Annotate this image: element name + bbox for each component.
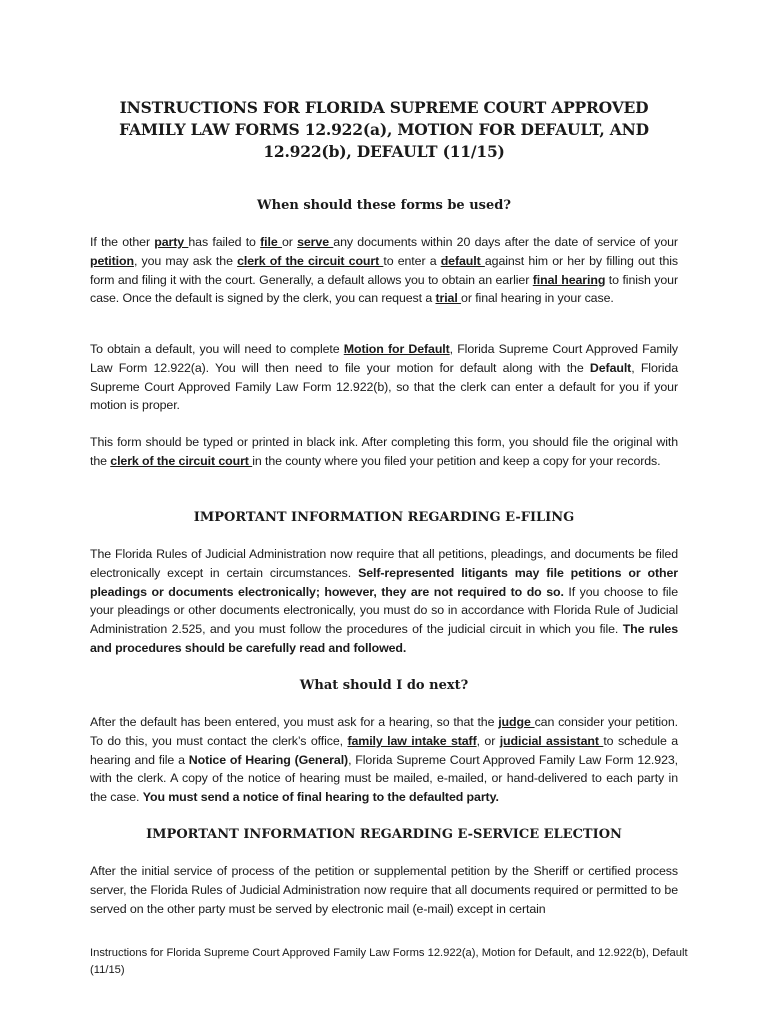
link-default[interactable]: default [440, 253, 485, 268]
paragraph-when-2: To obtain a default, you will need to complete Motion for Default, Florida Supreme Court Approved Family Law Form 12.922(a). You will then need to file your motion for default along with the Default, Florida Supreme Court Approved Family Law Form 12.922(b), so that the clerk can enter a default for you if your motion is proper. [90, 342, 679, 413]
link-clerk-of-circuit-court[interactable]: clerk of the circuit court [237, 253, 384, 268]
link-file[interactable]: file [260, 235, 282, 249]
link-petition[interactable]: petition [90, 253, 134, 268]
paragraph-when-1: If the other party has failed to file or serve any documents within 20 days after the date of service of your petition, you may ask the clerk of the circuit court to enter a default against him or her by filling out this form and filing it with the court. Generally, a default allows you to obtain an earlier final hearing to finish your case. Once the default is signed by the clerk, you can request a trial or final hearing in your case. [90, 235, 678, 306]
link-judicial-assistant[interactable]: judicial assistant [499, 733, 604, 748]
link-motion-for-default[interactable]: Motion for Default [343, 342, 450, 356]
link-trial[interactable]: trial [435, 291, 462, 306]
link-serve[interactable]: serve [297, 235, 334, 249]
link-family-law-intake-staff[interactable]: family law intake staff [347, 733, 477, 748]
section-heading-e-filing: IMPORTANT INFORMATION REGARDING E-FILING [193, 510, 575, 525]
paragraph-e-service: After the initial service of process of the petition or supplemental petition by the Sheriff or certified process server, the Florida Rules of Judicial Administration now require that all documents required or permitted to be served on the other party must be served by electronic mail (e-mail) except in certain [90, 864, 678, 916]
paragraph-next: After the default has been entered, you must ask for a hearing, so that the judge can consider your petition. To do this, you must contact the clerk’s office, family law intake staff, or judicial assistant to schedule a hearing and file a Notice of Hearing (General), Florida Supreme Court Approved Family Law Form 12.923, with the clerk. A copy of the notice of hearing must be mailed, e-mailed, or hand-delivered to each party in the case. You must send a notice of final hearing to the defaulted party. [90, 715, 678, 805]
paragraph-e-filing: The Florida Rules of Judicial Administration now require that all petitions, pleadings, and documents be filed electronically except in certain circumstances. Self-represented litigants may file petitions or other pleadings or documents electronically; however, they are not required to do so. If you choose to file your pleadings or other documents electronically, you must do so in accordance with Florida Rule of Judicial Administration 2.525, and you must follow the procedures of the judicial circuit in which you file. The rules and procedures should be carefully read and followed. [90, 547, 679, 655]
paragraph-when-3: This form should be typed or printed in black ink. After completing this form, you should file the original with the clerk of the circuit court in the county where you filed your petition and keep a copy for your records. [90, 435, 678, 468]
link-final-hearing[interactable]: final hearing [532, 272, 606, 287]
link-clerk-of-circuit-court-2[interactable]: clerk of the circuit court [110, 453, 253, 468]
link-judge[interactable]: judge [498, 715, 535, 729]
section-heading-next: What should I do next? [299, 678, 469, 693]
page-footer: Instructions for Florida Supreme Court Approved Family Law Forms 12.922(a), Motion for Default, and 12.922(b), Default (11/15) [90, 947, 688, 976]
document-title: INSTRUCTIONS FOR FLORIDA SUPREME COURT APPROVED FAMILY LAW FORMS 12.922(a), MOTION FOR DEFAULT, AND 12.922(b), DEFAULT (11/15) [119, 98, 649, 161]
link-party[interactable]: party [154, 235, 189, 249]
section-heading-e-service: IMPORTANT INFORMATION REGARDING E-SERVICE ELECTION [146, 827, 622, 842]
section-heading-when: When should these forms be used? [257, 198, 511, 213]
